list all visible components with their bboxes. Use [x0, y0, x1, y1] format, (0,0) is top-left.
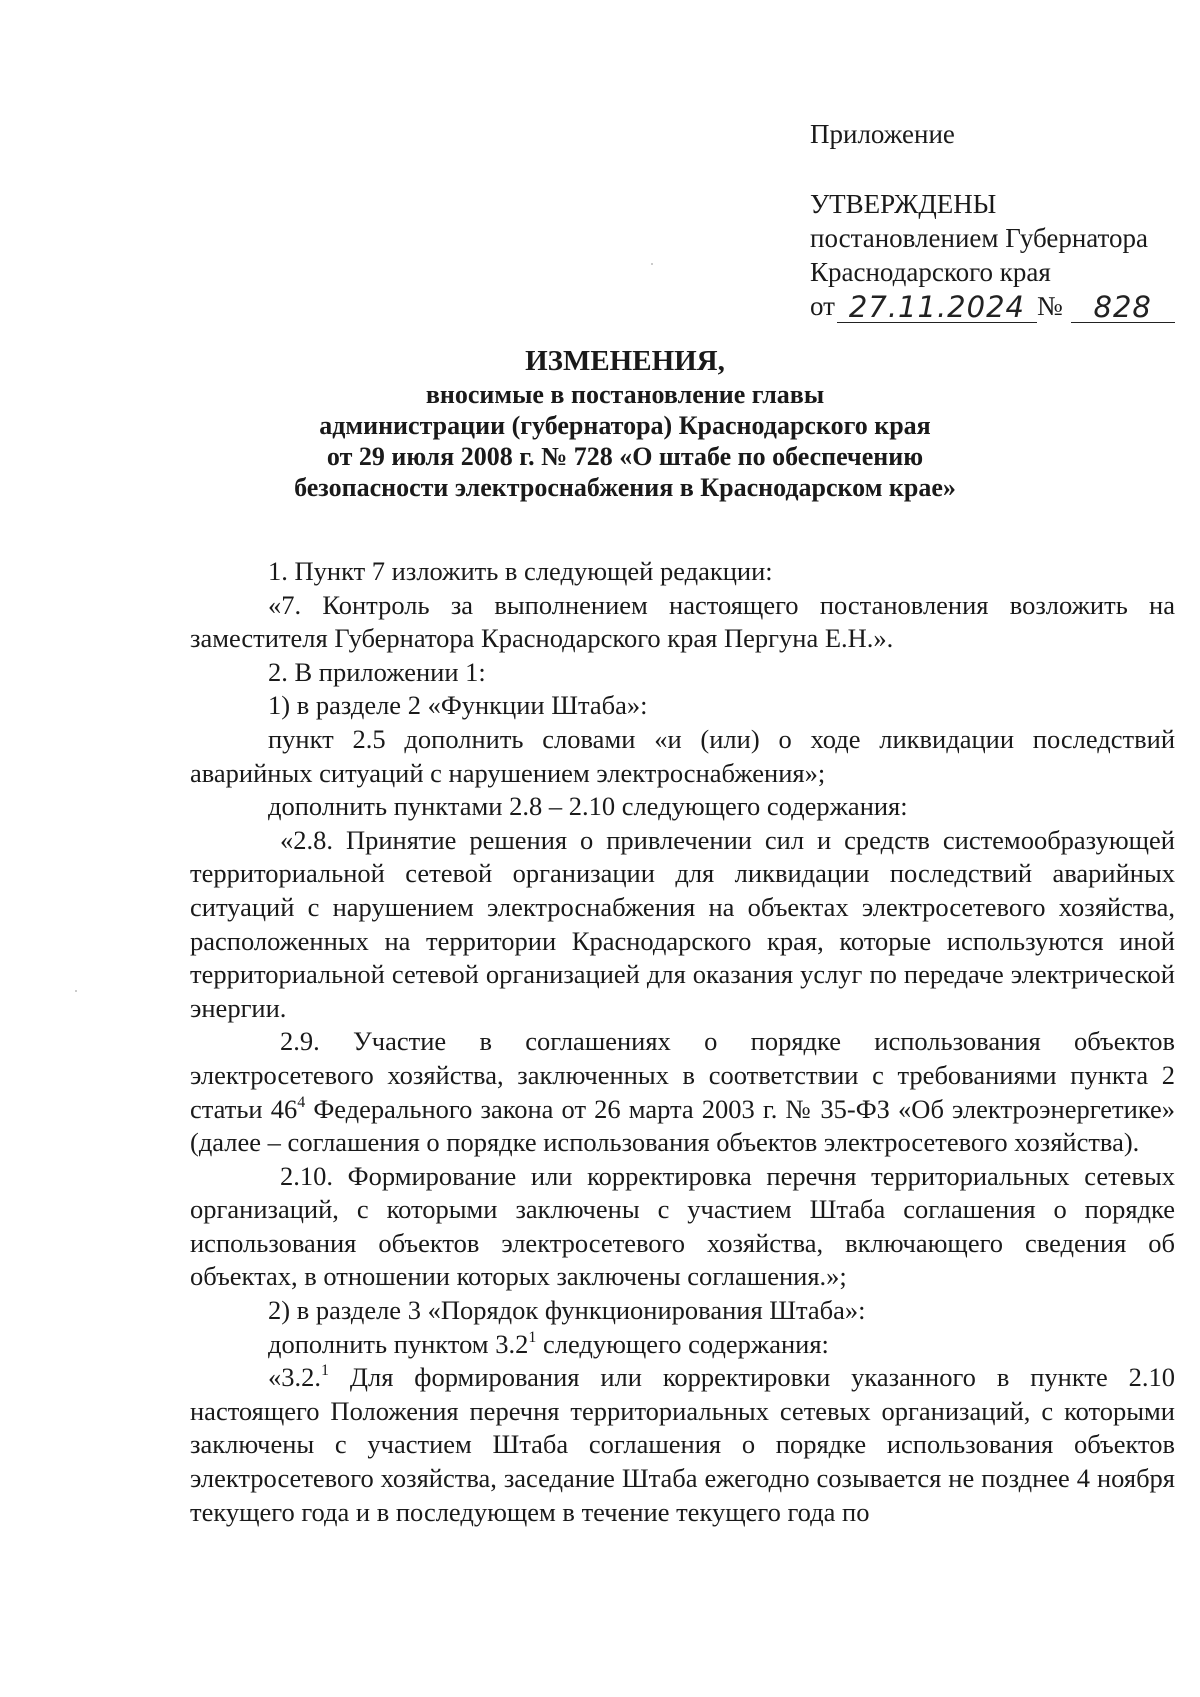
p12-text-a: «3.2. — [268, 1362, 321, 1393]
p11-superscript: 1 — [528, 1328, 537, 1346]
paragraph-3: 2. В приложении 1: — [268, 656, 486, 687]
p11-text-a: дополнить пунктом 3.2 — [268, 1328, 529, 1359]
paragraph-9: 2.10. Формирование или корректировка перечня территориальных сетевых организаций, с которыми заключены с участием Штаба соглашения о порядке использования объектов электросетевого хозяйства, включающего сведения об объектах, в отношении которых заключены соглашения.»; — [190, 1160, 1175, 1292]
scan-speck — [75, 990, 77, 992]
p12-superscript: 1 — [321, 1362, 329, 1380]
paragraph-8 — [190, 1025, 1175, 1159]
title-line-4: безопасности электроснабжения в Краснодарском крае» — [294, 473, 956, 502]
scan-speck — [651, 263, 653, 265]
appendix-label: Приложение — [810, 119, 955, 149]
approval-date-number — [810, 289, 1175, 323]
number-label: № — [1036, 291, 1063, 321]
document-title — [150, 343, 1100, 503]
p8-superscript: 4 — [297, 1093, 306, 1111]
approval-line-2: Краснодарского края — [810, 257, 1051, 287]
paragraph-11 — [190, 1328, 1175, 1362]
paragraph-7: «2.8. Принятие решения о привлечении сил и средств системообразующей территориальной сетевой организации для ликвидации последствий аварийных ситуаций с нарушением электроснабжения на объектах электросетевого хозяйства, расположенных на территории Краснодарского края, которые используются иной территориальной сетевой организацией для оказания услуг по передаче электрической энергии. — [190, 824, 1175, 1023]
paragraph-12 — [190, 1361, 1175, 1529]
approval-block — [810, 117, 1175, 323]
p8-text-b: Федерального закона от 26 марта 2003 г. № 35-ФЗ «Об электроэнергетике» (далее – соглашения о порядке использования объектов электросетевого хозяйства). — [190, 1093, 1176, 1158]
handwritten-date: 27.11.2024 — [837, 292, 1037, 323]
p8-text-a: 2.9. Участие в соглашениях о порядке использования объектов электросетевого хозяйства, заключенных в соответствии с требованиями пункта 2 статьи 46 — [190, 1026, 1175, 1124]
paragraph-4: 1) в разделе 2 «Функции Штаба»: — [268, 690, 648, 721]
title-line-1: вносимые в постановление главы — [425, 380, 825, 409]
handwritten-number: 828 — [1071, 292, 1175, 323]
title-line-2: администрации (губернатора) Краснодарского края — [319, 411, 931, 440]
p12-text-b: Для формирования или корректировки указанного в пункте 2.10 настоящего Положения перечня территориальных сетевых организаций, с которыми заключены с участием Штаба соглашения о порядке использования объектов электросетевого хозяйства, заседание Штаба ежегодно созывается не позднее 4 ноября текущего года и в последующем в течение текущего года по — [190, 1362, 1175, 1527]
paragraph-6: дополнить пунктами 2.8 – 2.10 следующего содержания: — [268, 791, 908, 822]
paragraph-1: 1. Пункт 7 изложить в следующей редакции: — [268, 556, 773, 586]
approval-line-1: постановлением Губернатора — [810, 223, 1148, 253]
p11-text-b: следующего содержания: — [536, 1328, 829, 1359]
paragraph-10: 2) в разделе 3 «Порядок функционирования Штаба»: — [268, 1295, 866, 1326]
paragraph-5: пункт 2.5 дополнить словами «и (или) о ходе ликвидации последствий аварийных ситуаций с нарушением электроснабжения»; — [190, 723, 1175, 788]
title-line-3: от 29 июля 2008 г. № 728 «О штабе по обеспечению — [326, 442, 924, 471]
from-label: от — [810, 291, 835, 321]
approved-label: УТВЕРЖДЕНЫ — [810, 189, 997, 219]
document-body — [190, 555, 1175, 1529]
title-heading: ИЗМЕНЕНИЯ, — [525, 345, 725, 377]
paragraph-2: «7. Контроль за выполнением настоящего постановления возложить на заместителя Губернатора Краснодарского края Пергуна Е.Н.». — [190, 589, 1175, 654]
